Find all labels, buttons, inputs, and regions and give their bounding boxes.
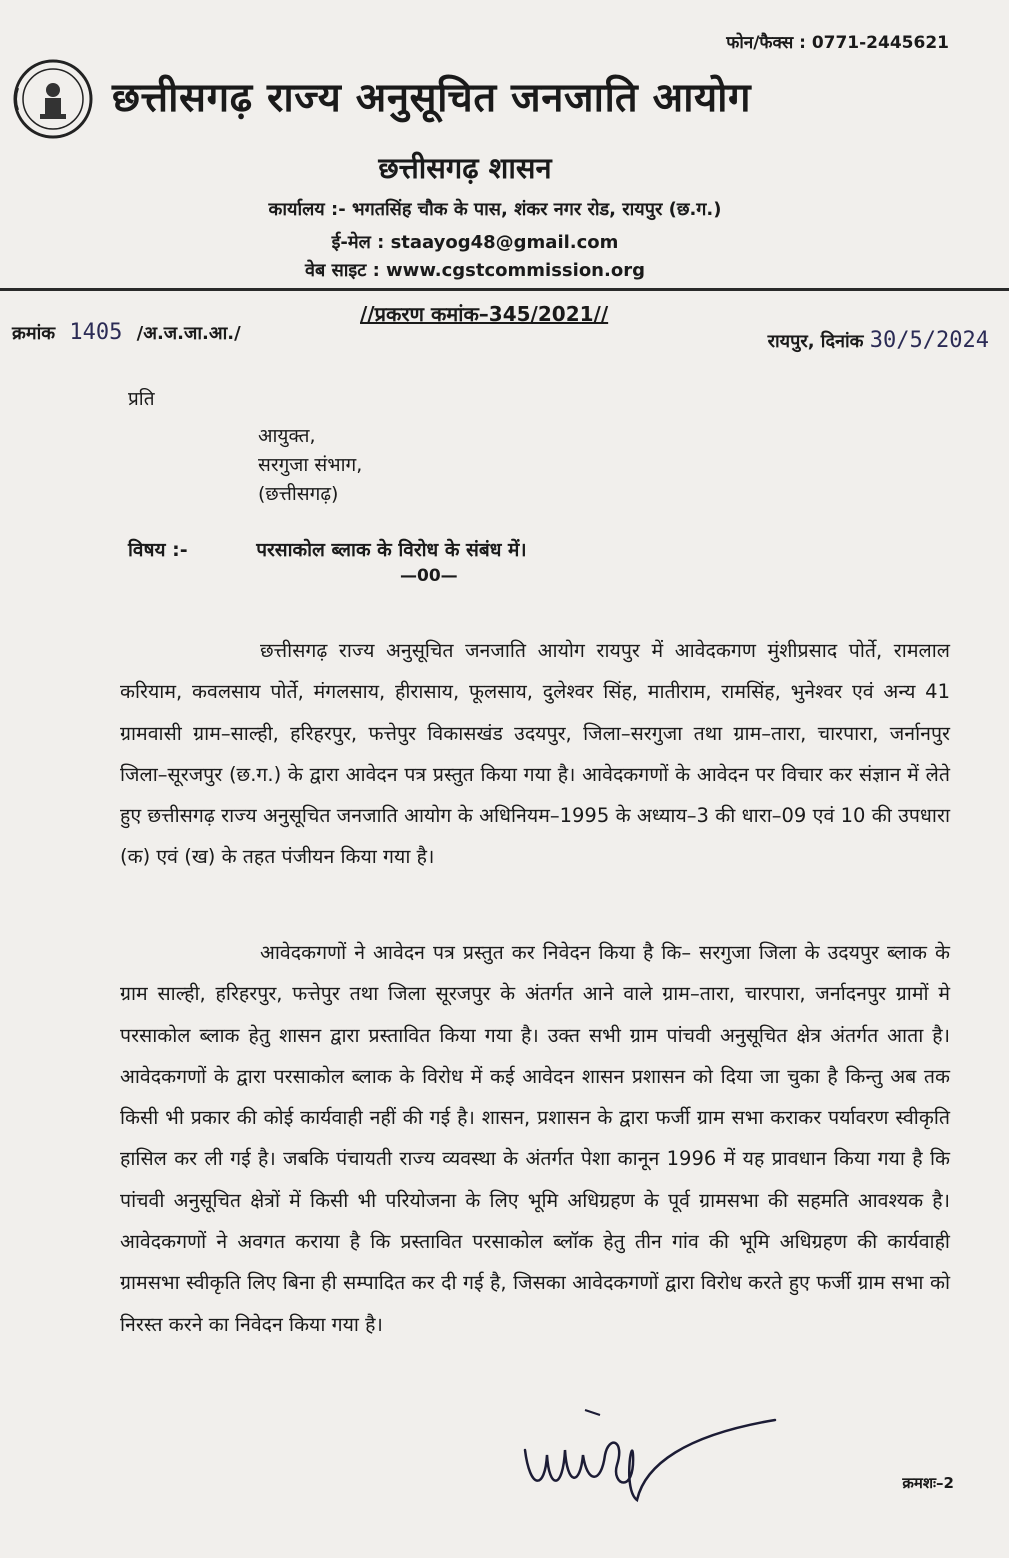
body-paragraph-1: छत्तीसगढ़ राज्य अनुसूचित जनजाति आयोग रायपुर में आवेदकगण मुंशीप्रसाद पोर्ते, रामलाल करियाम, कवलसाय पोर्ते, मंगलसाय, हीरासाय, फूलसाय, दुलेश्वर सिंह, मातीराम, रामसिंह, भुनेश्वर एवं अन्य 41 ग्रामवासी ग्राम–साल्ही, हरिहरपुर, फत्तेपुर विकासखंड उदयपुर, जिला–सरगुजा तथा ग्राम–तारा, चारपारा, जर्नानपुर जिला–सूरजपुर (छ.ग.) के द्वारा आवेदन पत्र प्रस्तुत किया गया है। आवेदकगणों के आवेदन पर विचार कर संज्ञान में लेते हुए छत्तीसगढ़ राज्य अनुसूचित जनजाति आयोग के अधिनियम–1995 के अध्याय–3 की धारा–09 एवं 10 की उपधारा (क) एवं (ख) के तहत पंजीयन किया गया है। [120,639,950,869]
subject-row [128,536,527,562]
body-paragraph-2: आवेदकगणों ने आवेदन पत्र प्रस्तुत कर निवेदन किया है कि– सरगुजा जिला के उदयपुर ब्लाक के ग्राम साल्ही, हरिहरपुर, फत्तेपुर तथा जिला सूरजपुर के अंतर्गत आने वाले ग्राम–तारा, चारपारा, जर्नादनपुर ग्रामों मे परसाकोल ब्लाक हेतु शासन द्वारा प्रस्तावित किया गया है। उक्त सभी ग्राम पांचवी अनुसूचित क्षेत्र अंतर्गत आता है। आवेदकगणों के द्वारा परसाकोल ब्लाक के विरोध में कई आवेदन शासन प्रशासन को दिया जा चुका है किन्तु अब तक किसी भी प्रकार की कोई कार्यवाही नहीं की गई है। शासन, प्रशासन के द्वारा फर्जी ग्राम सभा कराकर पर्यावरण स्वीकृति हासिल कर ली गई है। जबकि पंचायती राज्य व्यवस्था के अंतर्गत पेशा कानून 1996 में यह प्रावधान किया गया है कि पांचवी अनुसूचित क्षेत्रों में किसी भी परियोजना के लिए भूमि अधिग्रहण के पूर्व ग्रामसभा की सहमति आवश्यक है। आवेदकगणों ने अवगत कराया है कि प्रस्तावित परसाकोल ब्लॉक हेतु तीन गांव की भूमि अधिग्रहण की कार्यवाही ग्रामसभा स्वीकृति लिए बिना ही सम्पादित कर दी गई है, जिसका आवेदकगणों द्वारा विरोध करते हुए फर्जी ग्राम सभा को निरस्त करने का निवेदन किया गया है। [120,941,950,1336]
subject-label: विषय :- [128,539,188,561]
reference-number-row [12,320,241,345]
recipient-line-1: आयुक्त, [258,425,316,447]
recipient-line-3: (छत्तीसगढ़) [258,483,339,505]
signature-icon [505,1395,805,1505]
separator: —00— [400,566,458,586]
date-row [768,328,989,353]
email-line: ई-मेल : staayog48@gmail.com [331,232,619,253]
continued-marker: क्रमशः–2 [902,1474,954,1492]
government-title: छत्तीसगढ़ शासन [378,151,552,185]
subject-text: परसाकोल ब्लाक के विरोध के संबंध में। [256,539,527,561]
reference-number-label: क्रमांक [12,323,56,344]
office-address: कार्यालय :- भगतसिंह चौक के पास, शंकर नगर रोड, रायपुर (छ.ग.) [268,199,722,220]
phone-fax: फोन/फैक्स : 0771-2445621 [726,33,949,53]
date-value: 30/5/2024 [869,328,989,353]
organization-title: छत्तीसगढ़ राज्य अनुसूचित जनजाति आयोग [112,75,752,121]
recipient-prefix: प्रति [128,388,155,410]
case-number: //प्रकरण कमांक–345/2021// [360,302,609,326]
recipient-line-2: सरगुजा संभाग, [258,454,363,476]
date-label: रायपुर, दिनांक [767,331,864,352]
header-divider [0,288,1009,291]
government-seal-icon [12,58,94,140]
reference-number-value: 1405 [69,320,123,345]
reference-number-suffix: /अ.ज.जा.आ./ [136,323,241,344]
website-line: वेब साइट : www.cgstcommission.org [305,260,645,281]
